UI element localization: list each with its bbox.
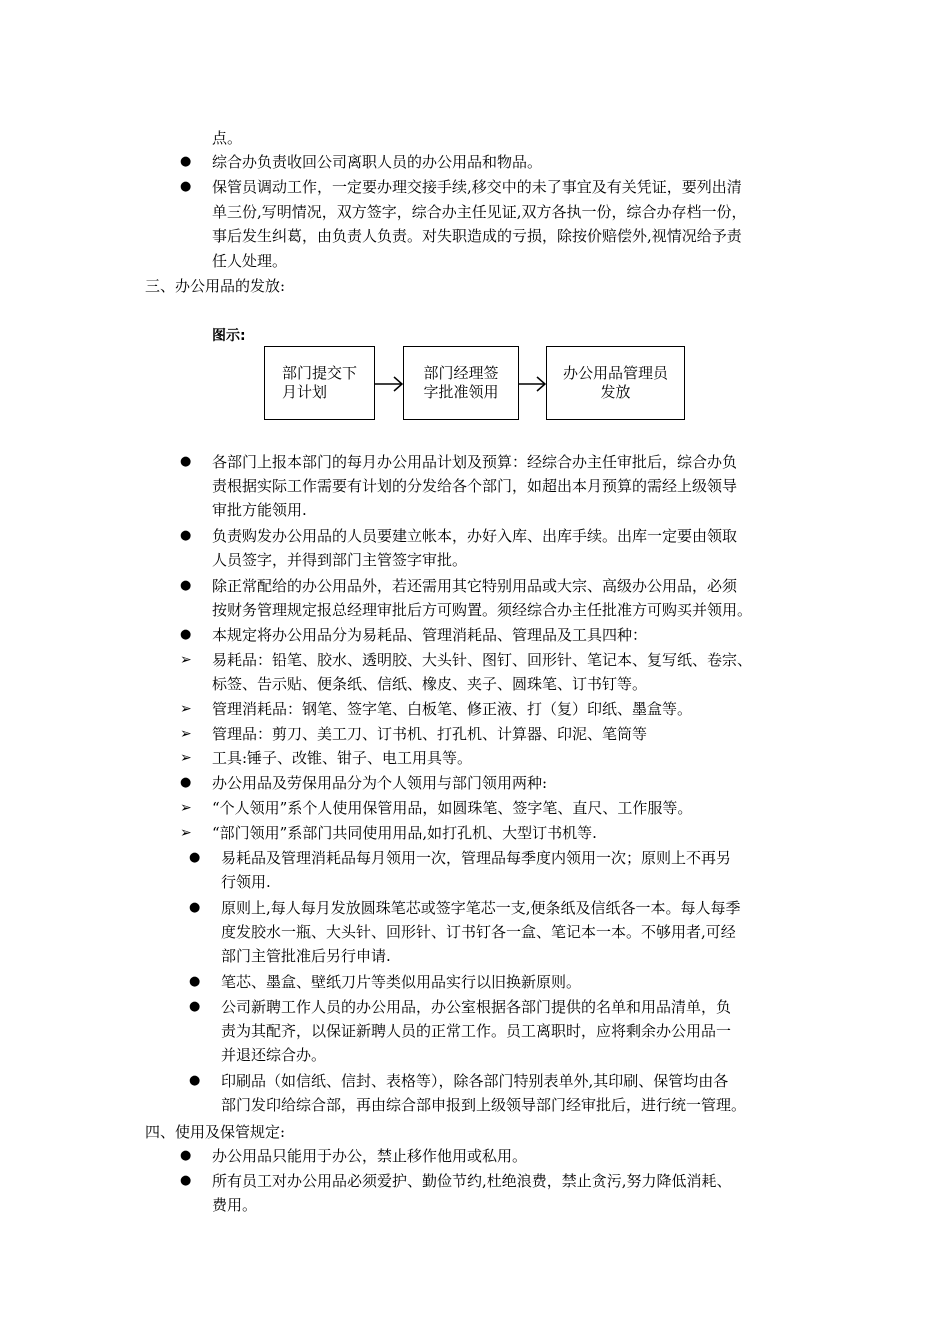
list-item-text: 负责购发办公用品的人员要建立帐本，办好入库、出库手续。出库一定要由领取 xyxy=(212,527,738,545)
flow-box-admin-issue xyxy=(546,346,685,420)
flow-box-submit-plan xyxy=(264,346,375,420)
section-heading: 四、使用及保管规定: xyxy=(145,1123,286,1141)
list-item-text: 原则上,每人每月发放圆珠笔芯或签字笔芯一支,便条纸及信纸各一本。每人每季 xyxy=(221,899,741,917)
arrow-bullet-icon: ➢ xyxy=(180,652,192,668)
flow-box-text: 发放 xyxy=(600,383,631,401)
list-item-text: 责根据实际工作需要有计划的分发给各个部门，如超出本月预算的需经上级领导 xyxy=(212,477,738,495)
list-item-text: 任人处理。 xyxy=(212,252,288,270)
flow-box-text: 部门提交下 xyxy=(281,364,357,382)
list-item-text: 易耗品及管理消耗品每月领用一次，管理品每季度内领用一次；原则上不再另 xyxy=(221,849,732,867)
list-item-text: 按财务管理规定报总经理审批后方可购置。须经综合办主任批准方可购买并领用。 xyxy=(212,601,753,619)
list-item-text: 单三份,写明情况，双方签字，综合办主任见证,双方各执一份，综合办存档一份， xyxy=(212,203,747,221)
arrow-bullet-icon: ➢ xyxy=(180,701,192,717)
arrow-right-icon xyxy=(375,372,405,396)
arrow-bullet-icon: ➢ xyxy=(180,825,192,841)
bullet-dot-icon: ● xyxy=(180,528,192,543)
list-item-text: 工具:锤子、改锥、钳子、电工用具等。 xyxy=(212,749,473,767)
list-item-text: 审批方能领用. xyxy=(212,501,307,519)
arrow-bullet-icon: ➢ xyxy=(180,800,192,816)
list-item-text: “个人领用”系个人使用保管用品，如圆珠笔、签字笔、直尺、工作服等。 xyxy=(212,799,693,817)
bullet-dot-icon: ● xyxy=(180,179,192,194)
list-item-text: 所有员工对办公用品必须爱护、勤俭节约,杜绝浪费，禁止贪污,努力降低消耗、 xyxy=(212,1172,732,1190)
list-item-text: 标签、告示贴、便条纸、信纸、橡皮、夹子、圆珠笔、订书钉等。 xyxy=(212,675,648,693)
list-item-text: 管理消耗品：钢笔、签字笔、白板笔、修正液、打（复）印纸、墨盒等。 xyxy=(212,700,693,718)
arrow-right-icon xyxy=(519,372,548,396)
list-item-text: 并退还综合办。 xyxy=(221,1046,327,1064)
list-item-text: 部门发印给综合部，再由综合部申报到上级领导部门经审批后，进行统一管理。 xyxy=(221,1096,747,1114)
list-item-text: 保管员调动工作，一定要办理交接手续,移交中的未了事宜及有关凭证，要列出清 xyxy=(212,178,742,196)
bullet-dot-icon: ● xyxy=(189,999,201,1014)
list-item-text: 公司新聘工作人员的办公用品，办公室根据各部门提供的名单和用品清单，负 xyxy=(221,998,732,1016)
list-item-text: 办公用品及劳保用品分为个人领用与部门领用两种: xyxy=(212,774,548,792)
bullet-dot-icon: ● xyxy=(180,578,192,593)
list-item-text: 责为其配齐，以保证新聘人员的正常工作。员工离职时，应将剩余办公用品一 xyxy=(221,1022,732,1040)
list-item-text: 综合办负责收回公司离职人员的办公用品和物品。 xyxy=(212,153,543,171)
bullet-dot-icon: ● xyxy=(180,1173,192,1188)
flow-box-text: 月计划 xyxy=(281,383,327,401)
bullet-dot-icon: ● xyxy=(189,974,201,989)
figure-label: 图示: xyxy=(212,328,246,344)
flow-box-text: 字批准领用 xyxy=(423,383,499,401)
list-item-text: “部门领用”系部门共同使用用品,如打孔机、大型订书机等. xyxy=(212,824,597,842)
list-item-text: 笔芯、墨盒、壁纸刀片等类似用品实行以旧换新原则。 xyxy=(221,973,582,991)
bullet-dot-icon: ● xyxy=(180,154,192,169)
list-item-text: 除正常配给的办公用品外，若还需用其它特别用品或大宗、高级办公用品，必须 xyxy=(212,577,738,595)
list-item-text: 人员签字，并得到部门主管签字审批。 xyxy=(212,551,468,569)
bullet-dot-icon: ● xyxy=(180,627,192,642)
list-item-text: 费用。 xyxy=(212,1196,258,1214)
list-item-text: 管理品：剪刀、美工刀、订书机、打孔机、计算器、印泥、笔筒等 xyxy=(212,725,648,743)
arrow-bullet-icon: ➢ xyxy=(180,726,192,742)
list-item-text: 行领用. xyxy=(221,873,271,891)
section-heading: 三、办公用品的发放: xyxy=(145,277,286,295)
bullet-dot-icon: ● xyxy=(180,775,192,790)
flow-box-manager-approve xyxy=(403,346,519,420)
list-item-text: 本规定将办公用品分为易耗品、管理消耗品、管理品及工具四种： xyxy=(212,626,648,644)
list-item-text: 事后发生纠葛，由负责人负责。对失职造成的亏损，除按价赔偿外,视情况给予责 xyxy=(212,227,742,245)
list-item-text: 部门主管批准后另行申请. xyxy=(221,947,391,965)
flow-box-text: 部门经理签 xyxy=(423,364,499,382)
bullet-dot-icon: ● xyxy=(189,850,201,865)
bullet-dot-icon: ● xyxy=(189,900,201,915)
bullet-dot-icon: ● xyxy=(180,454,192,469)
bullet-dot-icon: ● xyxy=(180,1148,192,1163)
list-item-text: 点。 xyxy=(212,129,243,147)
bullet-dot-icon: ● xyxy=(189,1073,201,1088)
list-item-text: 易耗品：铅笔、胶水、透明胶、大头针、图钉、回形针、笔记本、复写纸、卷宗、 xyxy=(212,651,753,669)
list-item-text: 印刷品（如信纸、信封、表格等），除各部门特别表单外,其印刷、保管均由各 xyxy=(221,1072,729,1090)
arrow-bullet-icon: ➢ xyxy=(180,750,192,766)
list-item-text: 度发胶水一瓶、大头针、回形针、订书钉各一盒、笔记本一本。不够用者,可经 xyxy=(221,923,736,941)
list-item-text: 各部门上报本部门的每月办公用品计划及预算：经综合办主任审批后，综合办负 xyxy=(212,453,738,471)
list-item-text: 办公用品只能用于办公，禁止移作他用或私用。 xyxy=(212,1147,528,1165)
flow-box-text: 办公用品管理员 xyxy=(562,364,668,382)
